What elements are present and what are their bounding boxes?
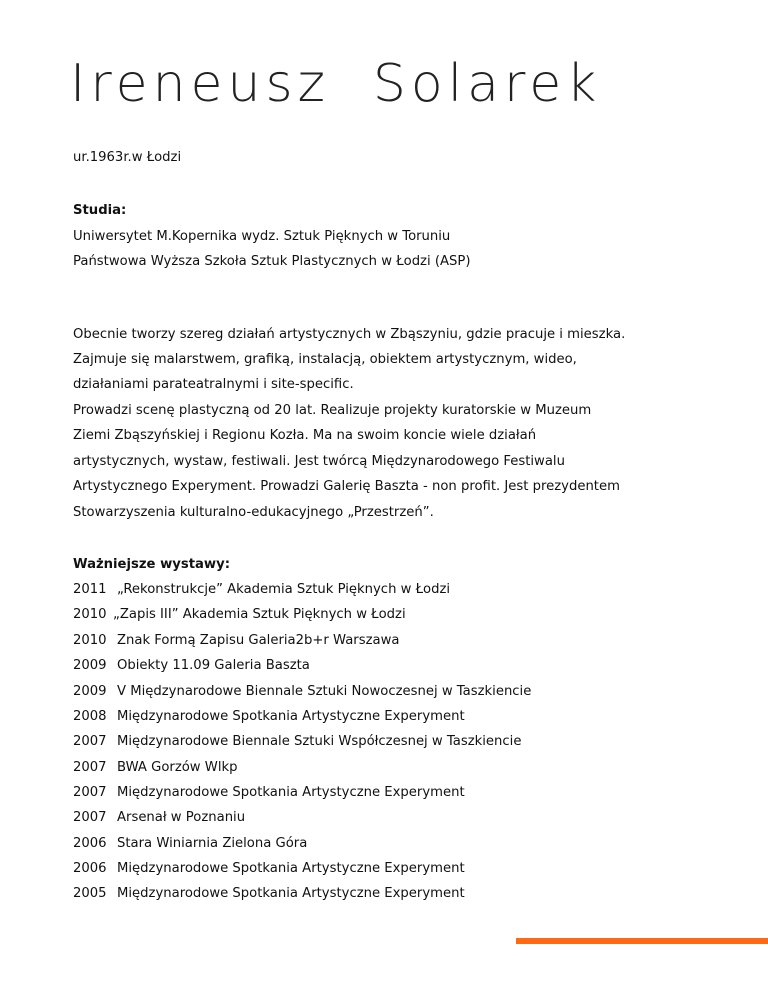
bio-line: Artystycznego Experyment. Prowadzi Galerię Baszta - non profit. Jest prezydentem xyxy=(73,479,620,494)
studies-item: Uniwersytet M.Kopernika wydz. Sztuk Pięknych w Toruniu xyxy=(73,229,451,244)
exhibition-title: Międzynarodowe Spotkania Artystyczne Experyment xyxy=(117,886,465,901)
exhibition-title: Międzynarodowe Spotkania Artystyczne Experyment xyxy=(117,785,465,800)
exhibition-year: 2007 xyxy=(73,760,107,775)
exhibition-year: 2007 xyxy=(73,734,107,749)
exhibition-title: Obiekty 11.09 Galeria Baszta xyxy=(117,658,310,673)
exhibition-title: „Zapis III” Akademia Sztuk Pięknych w Łodzi xyxy=(113,607,406,622)
exhibition-item xyxy=(73,583,450,596)
exhibition-title: Stara Winiarnia Zielona Góra xyxy=(117,836,308,851)
exhibition-title: Międzynarodowe Spotkania Artystyczne Experyment xyxy=(117,709,465,724)
accent-bar xyxy=(516,938,768,944)
exhibition-year: 2007 xyxy=(73,810,107,825)
artist-name: Ireneusz Solarek xyxy=(70,54,602,114)
exhibition-title: Międzynarodowe Biennale Sztuki Współczesnej w Taszkiencie xyxy=(117,734,522,749)
studies-item: Państwowa Wyższa Szkoła Sztuk Plastycznych w Łodzi (ASP) xyxy=(73,254,471,269)
exhibition-item xyxy=(73,862,465,875)
bio-line: Prowadzi scenę plastyczną od 20 lat. Realizuje projekty kuratorskie w Muzeum xyxy=(73,403,592,418)
studies-heading: Studia: xyxy=(73,203,127,218)
birth-info: ur.1963r.w Łodzi xyxy=(73,150,182,165)
bio-line: Stowarzyszenia kulturalno-edukacyjnego „Przestrzeń”. xyxy=(73,505,434,520)
exhibition-year: 2010 xyxy=(73,633,107,648)
exhibition-item xyxy=(73,811,245,824)
exhibition-item xyxy=(73,608,406,621)
exhibition-year: 2005 xyxy=(73,886,107,901)
exhibition-year: 2011 xyxy=(73,582,107,597)
exhibition-year: 2006 xyxy=(73,836,107,851)
exhibition-title: Międzynarodowe Spotkania Artystyczne Experyment xyxy=(117,861,465,876)
exhibition-item xyxy=(73,887,465,900)
exhibition-item xyxy=(73,659,310,672)
bio-line: artystycznych, wystaw, festiwali. Jest twórcą Międzynarodowego Festiwalu xyxy=(73,454,565,469)
exhibition-title: Znak Formą Zapisu Galeria2b+r Warszawa xyxy=(117,633,400,648)
exhibition-year: 2006 xyxy=(73,861,107,876)
exhibition-title: Arsenał w Poznaniu xyxy=(117,810,246,825)
bio-line: Zajmuje się malarstwem, grafiką, instalacją, obiektem artystycznym, wideo, xyxy=(73,352,577,367)
exhibition-item xyxy=(73,710,465,723)
exhibition-title: BWA Gorzów Wlkp xyxy=(117,760,238,775)
exhibition-title: „Rekonstrukcje” Akademia Sztuk Pięknych w Łodzi xyxy=(117,582,451,597)
exhibition-item xyxy=(73,837,307,850)
bio-line: Ziemi Zbąszyńskiej i Regionu Kozła. Ma na swoim koncie wiele działań xyxy=(73,428,537,443)
exhibition-item xyxy=(73,786,465,799)
exhibition-year: 2008 xyxy=(73,709,107,724)
exhibitions-heading: Ważniejsze wystawy: xyxy=(73,557,230,572)
exhibition-year: 2009 xyxy=(73,684,107,699)
exhibition-year: 2009 xyxy=(73,658,107,673)
exhibition-item xyxy=(73,735,521,748)
bio-line: działaniami parateatralnymi i site-specific. xyxy=(73,377,354,392)
exhibition-item xyxy=(73,761,238,774)
exhibition-year: 2010 xyxy=(73,607,107,622)
bio-line: Obecnie tworzy szereg działań artystycznych w Zbąszyniu, gdzie pracuje i mieszka. xyxy=(73,327,626,342)
exhibition-title: V Międzynarodowe Biennale Sztuki Nowoczesnej w Taszkiencie xyxy=(117,684,532,699)
exhibition-item xyxy=(73,685,531,698)
exhibition-year: 2007 xyxy=(73,785,107,800)
exhibition-item xyxy=(73,634,399,647)
